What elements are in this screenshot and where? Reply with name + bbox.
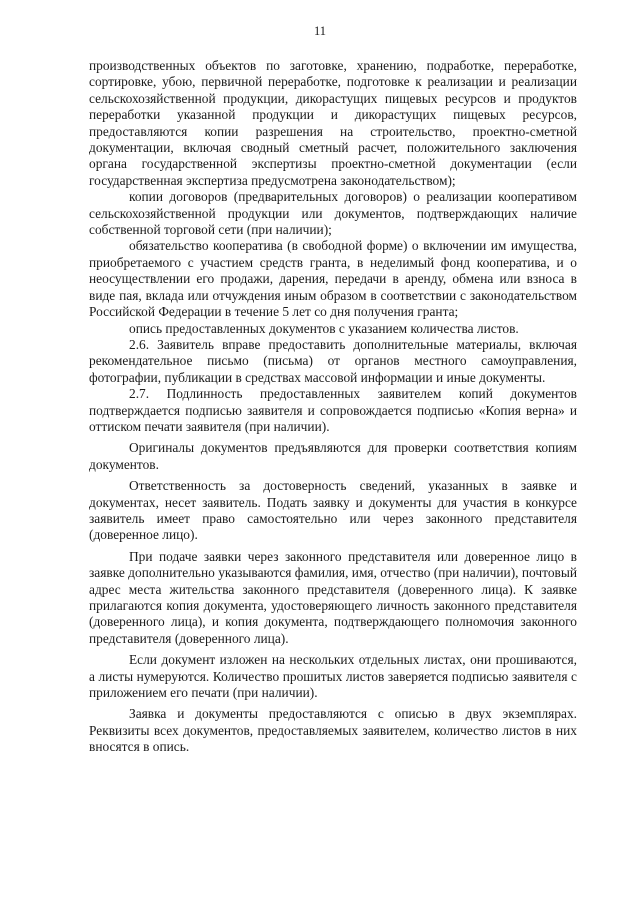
paragraph-10: Если документ изложен на нескольких отдельных листах, они прошиваются, а листы нумеруются. Количество прошитых листов заверяется подписью заявителя с приложением его печати (при наличии).	[89, 652, 577, 701]
paragraph-6: 2.7. Подлинность предоставленных заявителем копий документов подтверждается подписью заявителя и сопровождается подписью «Копия верна» и оттиском печати заявителя (при наличии).	[89, 386, 577, 434]
paragraph-8: Ответственность за достоверность сведений, указанных в заявке и документах, несет заявитель. Подать заявку и документы для участия в конкурсе заявитель имеет право самостоятельно или через законного представителя (доверенное лицо).	[89, 478, 577, 543]
paragraph-11: Заявка и документы предоставляются с описью в двух экземплярах. Реквизиты всех документов, предоставляемых заявителем, количество листов в них вносятся в опись.	[89, 706, 577, 755]
paragraph-2: копии договоров (предварительных договоров) о реализации кооперативом сельскохозяйственной продукции или документов, подтверждающих наличие собственной торговой сети (при наличии);	[89, 189, 577, 238]
paragraph-4: опись предоставленных документов с указанием количества листов.	[129, 320, 519, 336]
paragraph-5: 2.6. Заявитель вправе предоставить дополнительные материалы, включая рекомендательное письмо (письма) от органов местного самоуправления, фотографии, публикации в средствах массовой информации и иные документы.	[89, 336, 577, 385]
paragraph-3: обязательство кооператива (в свободной форме) о включении им имущества, приобретаемого с участием средств гранта, в неделимый фонд кооператива, и о неосуществлении его продажи, дарения, передачи в аренду, обмена или взноса в виде пая, вклада или отчуждения иным образом в соответствии с законодательством Российской Федерации в течение 5 лет со дня получения гранта;	[89, 238, 577, 320]
paragraph-7: Оригиналы документов предъявляются для проверки соответствия копиям документов.	[89, 440, 577, 472]
page-number: 11	[313, 24, 327, 38]
paragraph-1: производственных объектов по заготовке, хранению, подработке, переработке, сортировке, убою, первичной переработке, подготовке к реализации и реализации сельскохозяйственной продукции, дикорастущих пищевых ресурсов и продуктов переработки указанной продукции и дикорастущих пищевых ресурсов, предоставляются копии разрешения на строительство, проектно-сметной документации, включая сводный сметный расчет, положительного заключения органа государственной экспертизы проектно-сметной документации (если государственная экспертиза предусмотрена законодательством);	[89, 58, 577, 188]
paragraph-9: При подаче заявки через законного представителя или доверенное лицо в заявке дополнительно указываются фамилия, имя, отчество (при наличии), почтовый адрес места жительства законного представителя (доверенного лица). К заявке прилагаются копия документа, удостоверяющего личность законного представителя (доверенного лица), и копия документа, подтверждающего полномочия законного представителя (доверенного лица).	[89, 548, 577, 646]
document-body	[89, 58, 577, 756]
